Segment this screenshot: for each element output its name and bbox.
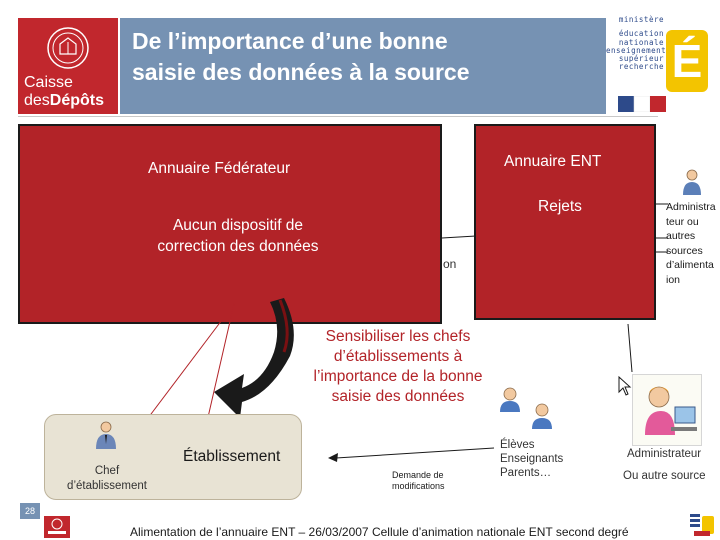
eleves-line: Parents… xyxy=(500,467,552,479)
etablissement-label: Établissement xyxy=(183,448,281,465)
side-line: d’alimenta xyxy=(666,259,714,271)
title-line-1: De l’importance d’une bonne xyxy=(132,28,448,54)
ministry-e-letter: É xyxy=(671,35,703,87)
ministry-e-badge xyxy=(666,30,708,92)
aucun-line-1: Aucun dispositif de xyxy=(172,217,304,234)
side-line: autres xyxy=(666,230,696,242)
marianne-flag-icon xyxy=(618,96,666,112)
logo-line-1: Caisse xyxy=(24,74,73,91)
administrateur-illustration xyxy=(632,374,702,446)
side-line: sources xyxy=(666,244,703,257)
ministry-line: ministère xyxy=(618,15,664,24)
users-icon xyxy=(498,386,556,432)
footer-caisse-logo-icon xyxy=(44,516,70,538)
chef-line-2: d’établissement xyxy=(67,480,147,492)
page-number: 28 xyxy=(20,503,40,519)
connector-line xyxy=(442,236,476,238)
footer-text: Alimentation de l’annuaire ENT – 26/03/2007 Cellule d’animation nationale ENT second degré xyxy=(130,525,629,539)
sensib-line: d’établissements à xyxy=(333,348,463,365)
side-line: teur ou xyxy=(666,215,699,228)
caisse-des-depots-logo xyxy=(18,18,118,114)
page-title xyxy=(132,26,592,88)
rejets-label: Rejets xyxy=(538,198,582,215)
demande-modifications-label xyxy=(392,470,445,492)
chef-etablissement-label xyxy=(46,464,168,494)
ministry-line: nationale xyxy=(618,37,664,47)
aucun-dispositif-text xyxy=(140,215,336,257)
administrateur-sources-text xyxy=(666,200,720,287)
truncated-label: on xyxy=(443,257,457,271)
seal-icon xyxy=(46,26,90,70)
sensibiliser-text xyxy=(296,327,500,407)
ministry-line: supérieur xyxy=(618,54,664,64)
header-divider xyxy=(18,116,658,117)
chef-line-1: Chef xyxy=(94,465,120,477)
title-line-2: saisie des données à la source xyxy=(132,59,470,85)
footer-ministry-logo-icon xyxy=(690,514,716,538)
side-line: ion xyxy=(666,273,681,286)
annuaire-federateur-label: Annuaire Fédérateur xyxy=(148,160,291,177)
ministry-text xyxy=(606,15,667,72)
admin-at-computer-icon xyxy=(633,375,701,445)
annuaire-ent-label: Annuaire ENT xyxy=(504,153,602,170)
logo-line-2b: Dépôts xyxy=(49,92,105,109)
demande-arrow xyxy=(326,436,496,466)
eleves-line: Enseignants xyxy=(500,453,564,465)
connector-lines-left xyxy=(140,300,260,430)
administrateur-label: Administrateur xyxy=(627,448,702,460)
person-icon xyxy=(680,168,704,196)
connector-line xyxy=(628,324,632,372)
demande-line-2: modifications xyxy=(392,481,445,491)
chef-person-icon xyxy=(94,420,118,450)
mouse-cursor-icon xyxy=(618,376,632,396)
side-line: Administra xyxy=(666,201,716,213)
sensib-line: saisie des données xyxy=(331,388,465,405)
aucun-line-2: correction des données xyxy=(157,238,319,255)
ministry-logo xyxy=(604,14,714,118)
sensib-line: Sensibiliser les chefs xyxy=(325,328,471,345)
arrow-head xyxy=(328,453,338,462)
demande-line-1: Demande de xyxy=(392,470,444,480)
ou-autre-source-label: Ou autre source xyxy=(623,470,706,482)
ministry-line: recherche xyxy=(618,62,664,72)
ministry-line: enseignement xyxy=(606,45,667,55)
eleves-enseignants-parents-label xyxy=(500,438,563,480)
sensib-line: l’importance de la bonne xyxy=(313,368,483,385)
eleves-line: Élèves xyxy=(500,439,535,451)
connector-line xyxy=(336,448,494,458)
logo-line-2a: des xyxy=(24,92,50,109)
ministry-line: éducation xyxy=(618,29,664,39)
